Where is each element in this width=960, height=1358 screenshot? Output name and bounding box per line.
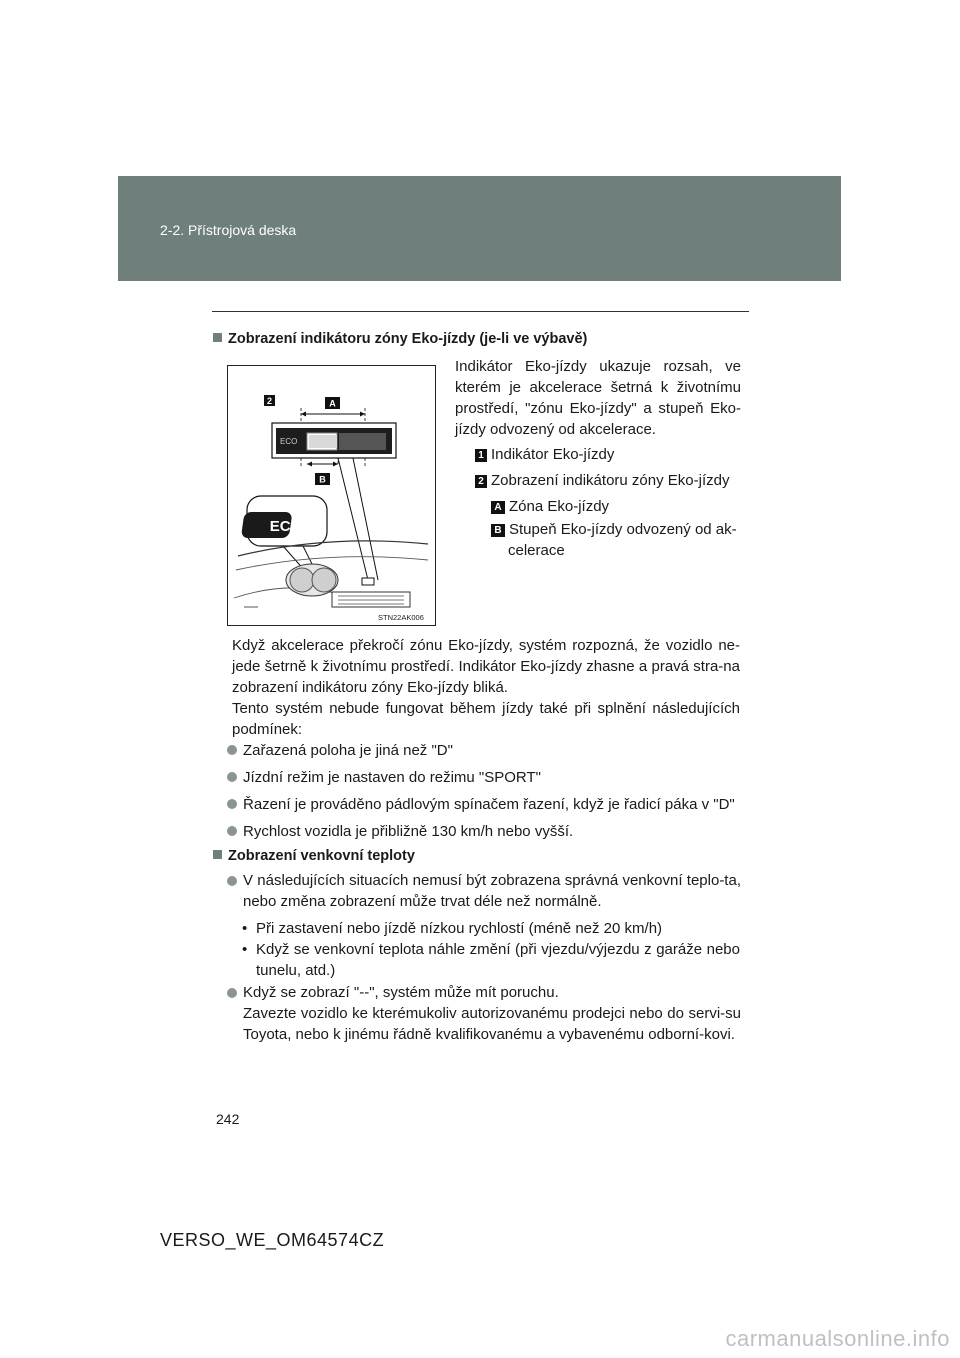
temp-heading-text: Zobrazení venkovní teploty xyxy=(228,848,415,864)
legend-item-b xyxy=(491,519,737,540)
legend-text: Stupeň Eko-jízdy odvozený od ak- xyxy=(509,521,737,538)
temp-sub-text: Když se venkovní teplota náhle změní (při vjezdu/výjezdu z garáže nebo tunelu, atd.) xyxy=(256,941,740,979)
temp-bullet xyxy=(227,870,741,912)
section-title: 2-2. Přístrojová deska xyxy=(160,222,297,238)
bullet-icon xyxy=(227,772,237,782)
arrow-left-icon xyxy=(301,412,306,417)
condition-item xyxy=(227,740,453,761)
leader-line xyxy=(353,458,378,580)
eco-heading xyxy=(213,331,587,347)
legend-key: B xyxy=(491,524,505,537)
condition-text: Jízdní režim je nastaven do režimu "SPORT" xyxy=(243,769,541,786)
bullet-icon xyxy=(227,826,237,836)
arrow-left-icon xyxy=(307,462,312,467)
legend-item-a xyxy=(491,496,609,517)
callout-a-label: A xyxy=(329,398,336,409)
bullet-icon xyxy=(227,745,237,755)
paragraph-exceed: Když akcelerace překročí zónu Eko-jízdy, systém rozpozná, že vozidlo ne-jede šetrně k životnímu prostředí. Indikátor Eko-jízdy zhasne a pravá stra-na zobrazení indikátoru zóny Eko-jízdy bliká. xyxy=(232,637,740,696)
legend-item-1 xyxy=(475,444,614,465)
temp-bullet-text: Zavezte vozidlo ke kterémukoliv autorizovanému prodejci nebo do servi-su Toyota, nebo k jinému řádně kvalifikovanému a vybavenému odborní-kovi. xyxy=(243,1005,741,1043)
bullet-icon xyxy=(227,988,237,998)
display-window xyxy=(362,578,374,585)
paragraph-conditions-intro: Tento systém nebude fungovat během jízdy také při splnění následujících podmínek: xyxy=(232,700,740,738)
temp-bullet xyxy=(227,982,741,1045)
condition-item xyxy=(227,794,735,815)
eco-heading-text: Zobrazení indikátoru zóny Eko-jízdy (je-li ve výbavě) xyxy=(228,331,588,347)
callout-2-label: 2 xyxy=(266,396,273,406)
page-number: 242 xyxy=(216,1111,240,1127)
gauge-right xyxy=(312,568,336,592)
legend-key: 1 xyxy=(475,449,487,462)
eco-display-text: ECO xyxy=(280,437,298,446)
callout-b-label: B xyxy=(319,474,326,485)
document-code: VERSO_WE_OM64574CZ xyxy=(160,1230,385,1250)
condition-text: Řazení je prováděno pádlovým spínačem řazení, když je řadicí páka v "D" xyxy=(243,796,735,813)
figure-code: STN22AK006 xyxy=(378,613,424,622)
condition-text: Zařazená poloha je jiná než "D" xyxy=(243,742,453,759)
bullet-icon xyxy=(227,876,237,886)
bullet-icon xyxy=(227,799,237,809)
condition-text: Rychlost vozidla je přibližně 130 km/h nebo vyšší. xyxy=(243,823,574,840)
dot-bullet-icon: • xyxy=(242,920,248,937)
watermark: carmanualsonline.info xyxy=(725,1326,950,1351)
heading-square-icon xyxy=(213,850,222,859)
eco-level-fill xyxy=(309,435,337,448)
temp-bullet-text: Když se zobrazí "--", systém může mít poruchu. xyxy=(243,984,559,1001)
arrow-right-icon xyxy=(333,462,338,467)
temp-bullet-text: V následujících situacích nemusí být zobrazena správná venkovní teplo-ta, nebo změna zobrazení může trvat déle než normálně. xyxy=(243,872,741,910)
legend-item-b-continued: celerace xyxy=(508,542,565,559)
temp-sub-item xyxy=(242,918,740,939)
dot-bullet-icon: • xyxy=(242,941,248,958)
condition-item xyxy=(227,821,573,842)
leader-line xyxy=(338,458,368,580)
legend-text: Indikátor Eko-jízdy xyxy=(491,446,615,463)
intro-paragraph: Indikátor Eko-jízdy ukazuje rozsah, ve kterém je akcelerace šetrná k životnímu prostředí, "zónu Eko-jízdy" a stupeň Eko-jízdy odvozený od akcelerace. xyxy=(455,358,741,438)
divider xyxy=(212,311,749,312)
dashboard-illustration xyxy=(228,366,435,625)
legend-key: A xyxy=(491,501,505,514)
gauge-left xyxy=(290,568,314,592)
condition-item xyxy=(227,767,541,788)
legend-key: 2 xyxy=(475,475,487,488)
legend-text: Zobrazení indikátoru zóny Eko-jízdy xyxy=(491,472,730,489)
temp-heading xyxy=(213,848,415,864)
arrow-right-icon xyxy=(360,412,365,417)
temp-sub-text: Při zastavení nebo jízdě nízkou rychlostí (méně než 20 km/h) xyxy=(256,920,663,937)
over-zone-bar xyxy=(339,433,386,450)
heading-square-icon xyxy=(213,333,222,342)
legend-item-2 xyxy=(475,470,729,491)
eco-badge-text: ECO xyxy=(269,518,303,535)
dashboard-line xyxy=(236,557,428,570)
eco-figure xyxy=(227,365,436,626)
legend-text: Zóna Eko-jízdy xyxy=(509,498,610,515)
temp-sub-item xyxy=(242,939,740,981)
